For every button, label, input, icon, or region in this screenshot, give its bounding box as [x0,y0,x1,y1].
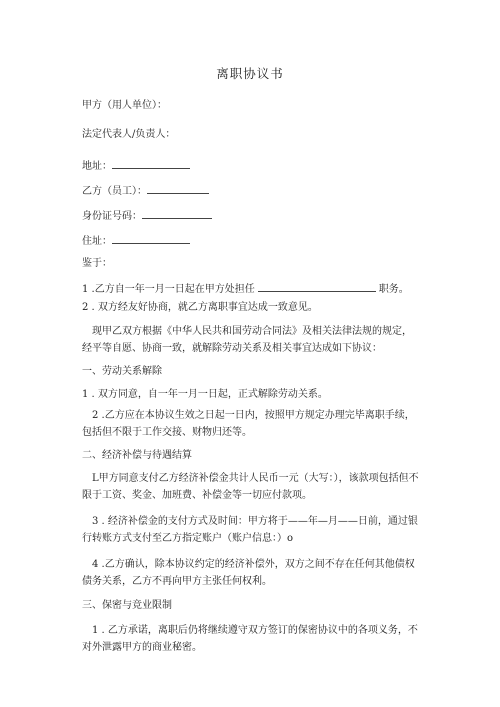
whereas-item-1-pre: 1 .乙方自一年一月一日起在甲方处担任 [82,284,255,295]
section-3-heading: 三、保密与竞业限制 [82,600,172,611]
id-number-row [82,208,212,223]
intro-paragraph: 现甲乙双方根据《中华人民共和国劳动合同法》及相关法律法规的规定，经平等自愿、协商一致，就解除劳动关系及相关事宜达成如下协议： [82,326,412,354]
section-2-heading: 二、经济补偿与待遇结算 [82,450,192,461]
whereas-label: 鉴于： [82,258,112,269]
address-a-label: 地址： [82,161,112,172]
party-b-label: 乙方（员工）： [82,186,147,197]
address-b-row [82,233,190,248]
whereas-item-1 [82,281,409,296]
section-1-item-1: 1 . 双方同意，自一年一月一日起，正式解除劳动关系。 [82,389,328,400]
address-b-blank [112,233,190,244]
id-number-label: 身份证号码： [82,211,142,222]
section-1-item-2: 2 .乙方应在本协议生效之日起一日内，按照甲方规定办理完毕离职手续，包括但不限于工作交接、财物归还等。 [82,410,415,438]
section-2-item-1: L甲方同意支付乙方经济补偿金共计人民币一元（大写：），该款项包括但不限于工资、奖金、加班费、补偿金等一切应付款项。 [82,473,419,501]
id-number-blank [142,208,212,219]
address-a-row [82,158,190,173]
party-a-label: 甲方（用人单位）： [82,100,167,111]
document-title: 离职协议书 [216,66,284,81]
section-3-item-1: 1 . 乙方承诺，离职后仍将继续遵守双方签订的保密协议中的各项义务，不对外泄露甲方的商业秘密。 [82,625,418,653]
address-b-label: 住址： [82,236,112,247]
section-1-heading: 一、劳动关系解除 [82,366,162,377]
whereas-item-2: 2 . 双方经友好协商，就乙方离职事宜达成一致意见。 [82,302,318,313]
address-a-blank [112,158,190,169]
whereas-item-1-post: 职务。 [378,284,409,295]
party-b-blank [147,183,209,194]
party-b-row [82,183,209,198]
legal-rep-label: 法定代表人/负责人： [82,129,176,140]
section-2-item-3: 3 . 经济补偿金的支付方式及时间：甲方将于——年—月——日前，通过银行转账方式支付至乙方指定账户（账户信息：）o [82,516,418,544]
position-blank [258,281,376,292]
section-2-item-4: 4 .乙方确认，除本协议约定的经济补偿外，双方之间不存在任何其他债权债务关系，乙方不再向甲方主张任何权利。 [82,559,415,587]
